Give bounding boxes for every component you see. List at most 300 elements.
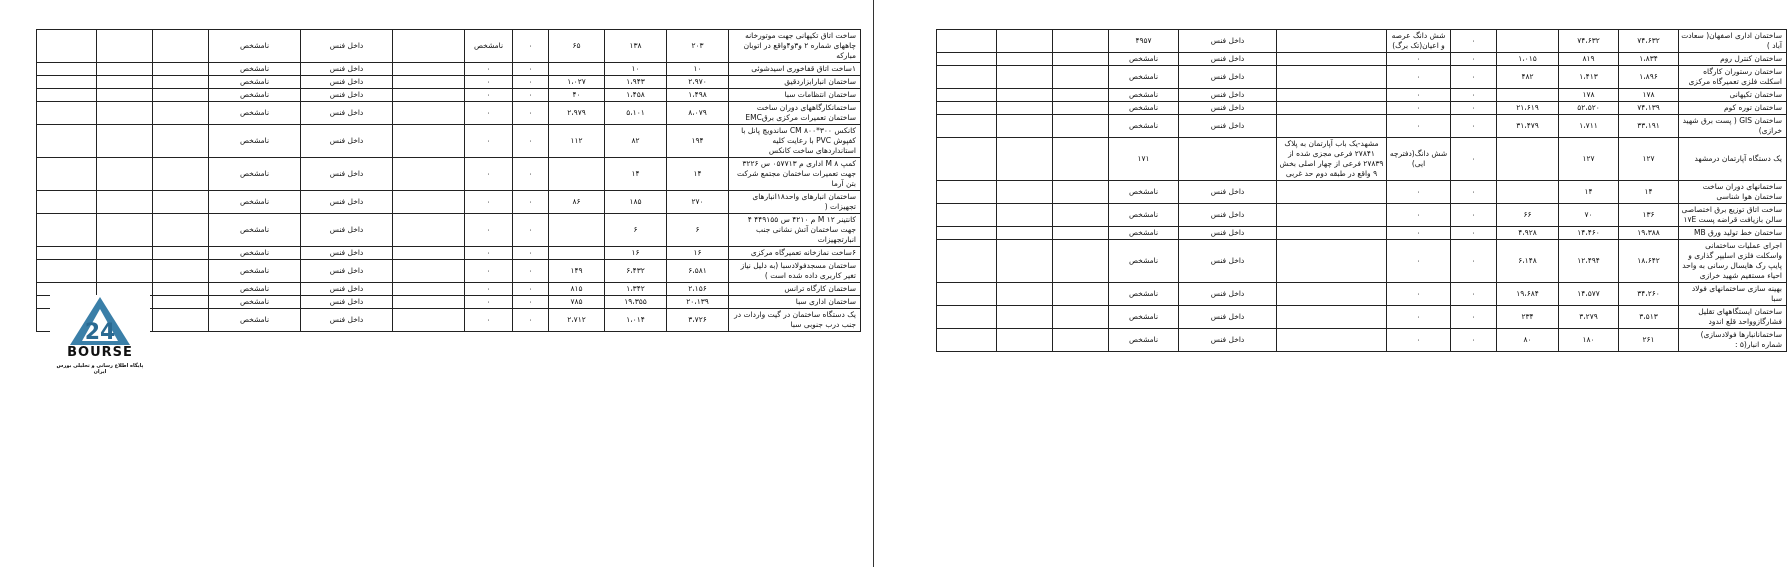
table-cell-c2: ۱۴،۴۶۰	[1559, 227, 1619, 240]
table-cell-c7: داخل فنس	[1179, 240, 1277, 283]
table-cell-empty	[153, 30, 209, 63]
table-cell-empty	[97, 125, 153, 158]
table-cell-empty	[1053, 329, 1109, 352]
table-cell-c8: نامشخص	[1109, 204, 1179, 227]
table-cell-c8: نامشخص	[209, 125, 301, 158]
table-cell-c6	[393, 247, 465, 260]
table-cell-desc: ساختمانانبارها فولادسازی) شماره انبار(۵ :	[1679, 329, 1787, 352]
table-cell-c7: داخل فنس	[1179, 227, 1277, 240]
table-row	[37, 63, 861, 76]
table-cell-c4: ۰	[513, 63, 549, 76]
table-cell-c7: داخل فنس	[301, 30, 393, 63]
table-cell-c4: ۰	[1451, 181, 1497, 204]
table-cell-desc: ۱ساخت اتاق قفاخوری اسیدشوئی	[729, 63, 861, 76]
table-cell-c8: نامشخص	[1109, 306, 1179, 329]
table-cell-c7: داخل فنس	[1179, 66, 1277, 89]
table-cell-c4: ۰	[1451, 30, 1497, 53]
table-cell-empty	[97, 63, 153, 76]
table-cell-c8: نامشخص	[1109, 115, 1179, 138]
table-cell-c5: ۰	[465, 260, 513, 283]
table-cell-c1: ۱۹،۳۸۸	[1619, 227, 1679, 240]
table-cell-empty	[153, 76, 209, 89]
table-cell-empty	[997, 306, 1053, 329]
table-cell-empty	[1053, 66, 1109, 89]
table-cell-desc: ساختمان انتظامات سبا	[729, 89, 861, 102]
table-row	[937, 181, 1787, 204]
table-cell-empty	[97, 102, 153, 125]
table-cell-c8: نامشخص	[1109, 102, 1179, 115]
table-cell-c6	[393, 63, 465, 76]
table-cell-c2: ۱،۷۱۱	[1559, 115, 1619, 138]
table-cell-c2: ۷۰	[1559, 204, 1619, 227]
table-cell-c8: نامشخص	[1109, 53, 1179, 66]
table-cell-c1: ۱۶	[667, 247, 729, 260]
table-row	[937, 30, 1787, 53]
table-cell-empty	[153, 102, 209, 125]
table-cell-c2: ۷۴،۶۳۲	[1559, 30, 1619, 53]
table-cell-c2: ۵،۱۰۱	[605, 102, 667, 125]
table-cell-c1: ۲۷۰	[667, 191, 729, 214]
table-cell-c5: ۰	[1387, 66, 1451, 89]
table-cell-empty	[997, 283, 1053, 306]
table-cell-empty	[37, 283, 97, 296]
table-cell-c8: نامشخص	[1109, 329, 1179, 352]
table-cell-c1: ۱۴	[667, 158, 729, 191]
table-cell-c1: ۱۲۷	[1619, 138, 1679, 181]
table-cell-c2: ۱۹،۳۵۵	[605, 296, 667, 309]
table-cell-c8: نامشخص	[209, 76, 301, 89]
table-cell-c6	[1277, 30, 1387, 53]
table-cell-c8: نامشخص	[1109, 66, 1179, 89]
table-row	[37, 30, 861, 63]
table-cell-c4: ۰	[513, 214, 549, 247]
table-cell-desc: ساختمان انبارهای واحد۱۸انبارهای تجهیزات (	[729, 191, 861, 214]
table-cell-c3: ۲۳۴	[1497, 306, 1559, 329]
table-row	[37, 76, 861, 89]
table-cell-empty	[37, 76, 97, 89]
table-cell-c2: ۱،۴۵۸	[605, 89, 667, 102]
table-cell-empty	[37, 125, 97, 158]
table-cell-c4: ۰	[1451, 283, 1497, 306]
table-cell-empty	[937, 102, 997, 115]
table-cell-c1: ۲،۱۵۶	[667, 283, 729, 296]
table-cell-c1: ۱۸،۶۴۲	[1619, 240, 1679, 283]
table-cell-c6	[393, 30, 465, 63]
table-cell-empty	[997, 138, 1053, 181]
table-cell-c5: ۰	[1387, 306, 1451, 329]
table-cell-c3	[549, 158, 605, 191]
table-cell-c2: ۱،۰۱۴	[605, 309, 667, 332]
table-cell-c1: ۶،۵۸۱	[667, 260, 729, 283]
table-cell-empty	[153, 260, 209, 283]
table-cell-c7: داخل فنس	[1179, 283, 1277, 306]
table-row	[37, 89, 861, 102]
table-cell-c7: داخل فنس	[301, 102, 393, 125]
table-cell-desc: یک دستگاه ساختمان در گیت واردات در جنب درب جنوبی سبا	[729, 309, 861, 332]
table-cell-c5: ۰	[1387, 53, 1451, 66]
table-cell-c7: داخل فنس	[301, 76, 393, 89]
table-cell-c1: ۱،۸۳۴	[1619, 53, 1679, 66]
table-cell-c3	[1497, 181, 1559, 204]
table-cell-c4: ۰	[513, 158, 549, 191]
table-cell-c7: داخل فنس	[301, 214, 393, 247]
table-cell-c3: ۶،۱۴۸	[1497, 240, 1559, 283]
table-cell-empty	[97, 158, 153, 191]
table-cell-c7	[1179, 138, 1277, 181]
table-cell-empty	[1053, 30, 1109, 53]
table-cell-c4: ۰	[1451, 102, 1497, 115]
table-cell-c8: نامشخص	[209, 63, 301, 76]
table-cell-c2: ۳،۲۷۹	[1559, 306, 1619, 329]
table-cell-empty	[997, 30, 1053, 53]
table-cell-desc: ساخت اتاق تکیهانی جهت موتورخانه چاههای شماره ۲ و۳و۴واقع در اتوبان مبارکه	[729, 30, 861, 63]
table-cell-desc: ساختمان اداری اصفهان( سعادت آباد )	[1679, 30, 1787, 53]
table-cell-c3: ۴۸۲	[1497, 66, 1559, 89]
table-cell-desc: کمپ M ۸ اداری م ۰۵۷۷۱۳ س ۳۲۲۶ جهت تعمیرات ساختمان مجتمع شرکت بتن آرما	[729, 158, 861, 191]
table-cell-empty	[1053, 306, 1109, 329]
table-cell-c1: ۲۶۱	[1619, 329, 1679, 352]
table-cell-empty	[97, 260, 153, 283]
table-cell-empty	[153, 283, 209, 296]
table-row	[37, 260, 861, 283]
table-cell-c1: ۷۴،۱۳۹	[1619, 102, 1679, 115]
table-cell-c3: ۶۶	[1497, 204, 1559, 227]
table-cell-c4: ۰	[513, 125, 549, 158]
table-cell-c8: نامشخص	[209, 158, 301, 191]
table-cell-c3: ۳۱،۴۷۹	[1497, 115, 1559, 138]
bourse-logo	[50, 295, 150, 380]
table-cell-empty	[153, 296, 209, 309]
table-cell-c3: ۴،۹۲۸	[1497, 227, 1559, 240]
table-cell-empty	[937, 240, 997, 283]
table-cell-c6	[393, 309, 465, 332]
table-cell-c3: ۲،۷۱۲	[549, 309, 605, 332]
table-cell-c6	[1277, 89, 1387, 102]
table-row	[937, 283, 1787, 306]
table-cell-c4: ۰	[1451, 53, 1497, 66]
table-cell-c3: ۱۱۲	[549, 125, 605, 158]
table-row	[37, 247, 861, 260]
table-cell-c7: داخل فنس	[301, 283, 393, 296]
table-cell-c7: داخل فنس	[301, 158, 393, 191]
table-cell-c6	[1277, 102, 1387, 115]
table-cell-empty	[37, 63, 97, 76]
table-cell-c4: ۰	[1451, 138, 1497, 181]
table-cell-desc: ساختمان خط تولید ورق MB	[1679, 227, 1787, 240]
table-row	[937, 89, 1787, 102]
table-cell-empty	[153, 191, 209, 214]
table-cell-empty	[1053, 138, 1109, 181]
table-cell-desc: ساختمان رستوران کارگاه اسکلت فلزی تعمیرگاه مرکزی	[1679, 66, 1787, 89]
table-cell-c5: شش دانگ(دفترچه ایی)	[1387, 138, 1451, 181]
table-cell-c3: ۱۴۹	[549, 260, 605, 283]
table-cell-c7: داخل فنس	[301, 260, 393, 283]
table-cell-c1: ۱۹۴	[667, 125, 729, 158]
table-row	[37, 283, 861, 296]
table-cell-empty	[997, 329, 1053, 352]
table-cell-c5: ۰	[1387, 329, 1451, 352]
table-cell-c8: نامشخص	[1109, 283, 1179, 306]
table-cell-c7: داخل فنس	[1179, 329, 1277, 352]
table-cell-desc: ۶ساخت نمازخانه تعمیرگاه مرکزی	[729, 247, 861, 260]
table-cell-c7: داخل فنس	[301, 89, 393, 102]
table-cell-empty	[153, 214, 209, 247]
table-cell-empty	[37, 30, 97, 63]
table-cell-c2: ۱۴	[1559, 181, 1619, 204]
left-page-table	[36, 29, 861, 332]
table-cell-c4: ۰	[1451, 66, 1497, 89]
table-cell-empty	[937, 115, 997, 138]
table-cell-c6	[393, 283, 465, 296]
table-cell-empty	[97, 89, 153, 102]
table-cell-empty	[937, 89, 997, 102]
table-cell-c2: ۱۷۸	[1559, 89, 1619, 102]
table-cell-c8: ۴۹۵۷	[1109, 30, 1179, 53]
table-cell-c4: ۰	[513, 102, 549, 125]
table-cell-empty	[153, 158, 209, 191]
table-row	[937, 240, 1787, 283]
table-cell-empty	[937, 181, 997, 204]
table-cell-c2: ۵۲،۵۲۰	[1559, 102, 1619, 115]
table-cell-empty	[37, 89, 97, 102]
table-cell-c5: ۰	[465, 76, 513, 89]
table-cell-c7: داخل فنس	[1179, 53, 1277, 66]
table-cell-c2: ۱۶	[605, 247, 667, 260]
table-cell-c8: نامشخص	[209, 309, 301, 332]
table-cell-c6	[393, 191, 465, 214]
table-cell-c3	[549, 214, 605, 247]
right-table-body	[937, 30, 1787, 352]
table-cell-desc: کانکس ۳۰۰*۸۰۰ CM ساندویچ پانل با کفپوش PVC با رعایت کلیه استانداردهای ساخت کانکس	[729, 125, 861, 158]
table-cell-empty	[937, 30, 997, 53]
table-cell-empty	[37, 158, 97, 191]
table-cell-c5: نامشخص	[465, 30, 513, 63]
table-cell-c1: ۱۴	[1619, 181, 1679, 204]
table-cell-desc: ساخت اتاق توزیع برق اختصاصی سالن بازیافت قراضه پست ۱۷E	[1679, 204, 1787, 227]
table-cell-c1: ۱۳۶	[1619, 204, 1679, 227]
table-cell-c5: ۰	[1387, 102, 1451, 115]
table-cell-desc: کانتینر M ۱۲ م ۴۲۱۰ س ۴۴۹۱۵۵ ۴ جهت ساختمان آتش نشانی جنب انبارتجهیزات	[729, 214, 861, 247]
table-cell-c4: ۰	[1451, 240, 1497, 283]
table-row	[37, 102, 861, 125]
table-cell-empty	[937, 283, 997, 306]
table-cell-c2: ۸۲	[605, 125, 667, 158]
table-cell-c3: ۲۱،۶۱۹	[1497, 102, 1559, 115]
table-cell-c5: ۰	[465, 63, 513, 76]
table-cell-c3	[1497, 138, 1559, 181]
table-cell-c8: نامشخص	[1109, 227, 1179, 240]
table-cell-c2: ۸۱۹	[1559, 53, 1619, 66]
table-row	[937, 138, 1787, 181]
table-cell-c4: ۰	[1451, 204, 1497, 227]
table-cell-c8: نامشخص	[209, 247, 301, 260]
table-cell-c3: ۷۸۵	[549, 296, 605, 309]
table-cell-c6	[1277, 66, 1387, 89]
table-cell-c2: ۶،۴۳۲	[605, 260, 667, 283]
table-cell-empty	[997, 115, 1053, 138]
table-cell-c5: ۰	[1387, 204, 1451, 227]
table-cell-c3	[549, 63, 605, 76]
table-cell-c5: ۰	[1387, 115, 1451, 138]
table-cell-c5: ۰	[1387, 227, 1451, 240]
table-cell-c1: ۱،۸۹۶	[1619, 66, 1679, 89]
table-cell-desc: ساختمان کارگاه ترانس	[729, 283, 861, 296]
table-cell-c5: ۰	[1387, 240, 1451, 283]
table-cell-c6	[1277, 181, 1387, 204]
logo-wordmark: BOURSE	[67, 345, 133, 360]
table-cell-desc: ساختمان تکیهانی	[1679, 89, 1787, 102]
table-cell-empty	[997, 204, 1053, 227]
table-cell-c2: ۱۲،۴۹۴	[1559, 240, 1619, 283]
table-cell-c5: ۰	[1387, 181, 1451, 204]
table-cell-c2: ۱۰	[605, 63, 667, 76]
table-cell-c5: ۰	[1387, 283, 1451, 306]
table-cell-c3	[549, 247, 605, 260]
table-cell-empty	[937, 204, 997, 227]
table-cell-c1: ۱،۴۹۸	[667, 89, 729, 102]
table-cell-empty	[1053, 115, 1109, 138]
table-row	[937, 329, 1787, 352]
table-cell-c8: نامشخص	[209, 296, 301, 309]
table-cell-empty	[153, 89, 209, 102]
table-cell-c3: ۸۰	[1497, 329, 1559, 352]
table-cell-c4: ۰	[513, 260, 549, 283]
table-cell-c4: ۰	[513, 89, 549, 102]
table-cell-c5: شش دانگ عرصه و اعیان(تک برگ)	[1387, 30, 1451, 53]
table-cell-c4: ۰	[513, 191, 549, 214]
table-cell-c8: ۱۷۱	[1109, 138, 1179, 181]
table-cell-empty	[997, 181, 1053, 204]
table-cell-empty	[37, 102, 97, 125]
table-cell-c6	[393, 89, 465, 102]
table-cell-c6	[1277, 115, 1387, 138]
table-cell-c3: ۶۵	[549, 30, 605, 63]
table-cell-c6	[393, 260, 465, 283]
table-cell-c2: ۱۸۵	[605, 191, 667, 214]
table-row	[37, 191, 861, 214]
right-page-table	[936, 29, 1787, 352]
table-cell-c4: ۰	[513, 296, 549, 309]
table-cell-empty	[1053, 204, 1109, 227]
table-cell-c7: داخل فنس	[1179, 181, 1277, 204]
table-cell-c6: مشهد-یک باب آپارتمان به پلاک ۲۷۸۴۱ فرعی مجزی شده از ۲۷۸۳۹ فرعی از چهار اصلی بخش ۹ واقع در طبقه دوم حد غربی	[1277, 138, 1387, 181]
table-cell-c7: داخل فنس	[1179, 204, 1277, 227]
table-row	[937, 306, 1787, 329]
table-cell-empty	[997, 102, 1053, 115]
table-cell-c5: ۰	[1387, 89, 1451, 102]
table-cell-c4: ۰	[1451, 329, 1497, 352]
table-cell-c2: ۱،۹۴۳	[605, 76, 667, 89]
table-cell-c3: ۱،۰۱۵	[1497, 53, 1559, 66]
table-cell-empty	[37, 214, 97, 247]
table-row	[37, 309, 861, 332]
table-row	[937, 204, 1787, 227]
table-cell-c1: ۲۰،۱۳۹	[667, 296, 729, 309]
table-row	[937, 115, 1787, 138]
table-cell-c4: ۰	[513, 76, 549, 89]
table-cell-c1: ۸،۰۷۹	[667, 102, 729, 125]
table-cell-c4: ۰	[1451, 306, 1497, 329]
table-cell-c1: ۱۷۸	[1619, 89, 1679, 102]
table-cell-c6	[1277, 227, 1387, 240]
table-cell-c1: ۷۴،۶۳۲	[1619, 30, 1679, 53]
table-cell-empty	[153, 247, 209, 260]
table-cell-c4: ۰	[513, 283, 549, 296]
table-cell-c6	[1277, 53, 1387, 66]
table-cell-c3: ۴۰	[549, 89, 605, 102]
table-cell-empty	[97, 30, 153, 63]
logo-subtitle: پایگاه اطلاع رسانی و تحلیلی بورس ایران	[56, 363, 144, 375]
table-cell-c6	[393, 214, 465, 247]
table-cell-empty	[97, 76, 153, 89]
table-cell-c1: ۲۰۳	[667, 30, 729, 63]
table-cell-empty	[997, 240, 1053, 283]
table-cell-c7: داخل فنس	[301, 247, 393, 260]
table-cell-empty	[97, 247, 153, 260]
table-cell-c8: نامشخص	[209, 214, 301, 247]
table-cell-empty	[937, 138, 997, 181]
table-cell-c7: داخل فنس	[1179, 115, 1277, 138]
table-cell-empty	[997, 89, 1053, 102]
table-cell-c2: ۱۳۸	[605, 30, 667, 63]
table-cell-c2: ۱۲۷	[1559, 138, 1619, 181]
table-cell-desc: ساختمانکارگاههای دوران ساخت ساختمان تعمیرات مرکزی برقEMC	[729, 102, 861, 125]
table-cell-c8: نامشخص	[1109, 240, 1179, 283]
table-cell-desc: یک دستگاه آپارتمان درمشهد	[1679, 138, 1787, 181]
table-cell-c5: ۰	[465, 102, 513, 125]
table-cell-c6	[1277, 283, 1387, 306]
table-cell-c8: نامشخص	[1109, 181, 1179, 204]
table-cell-c5: ۰	[465, 283, 513, 296]
table-cell-c1: ۶	[667, 214, 729, 247]
table-cell-c3	[1497, 30, 1559, 53]
table-cell-c8: نامشخص	[209, 30, 301, 63]
table-cell-c1: ۲،۹۷۰	[667, 76, 729, 89]
table-cell-c3: ۱۹،۶۸۴	[1497, 283, 1559, 306]
table-cell-c6	[393, 102, 465, 125]
table-cell-empty	[1053, 53, 1109, 66]
table-row	[937, 102, 1787, 115]
table-cell-desc: ساختمانهای دوران ساخت ساختمان هوا شناسی	[1679, 181, 1787, 204]
table-cell-empty	[1053, 283, 1109, 306]
left-table-body	[37, 30, 861, 332]
table-cell-empty	[97, 191, 153, 214]
table-cell-empty	[97, 283, 153, 296]
table-row	[37, 214, 861, 247]
table-cell-c2: ۱۸۰	[1559, 329, 1619, 352]
table-cell-empty	[1053, 102, 1109, 115]
table-cell-c7: داخل فنس	[1179, 306, 1277, 329]
table-row	[37, 296, 861, 309]
table-row	[37, 125, 861, 158]
page-divider	[873, 0, 874, 567]
table-cell-c3: ۲،۹۷۹	[549, 102, 605, 125]
table-cell-c5: ۰	[465, 214, 513, 247]
table-cell-empty	[997, 53, 1053, 66]
table-row	[937, 227, 1787, 240]
table-cell-c7: داخل فنس	[301, 296, 393, 309]
table-cell-c6	[1277, 306, 1387, 329]
table-cell-c7: داخل فنس	[1179, 30, 1277, 53]
table-cell-c2: ۱،۴۱۳	[1559, 66, 1619, 89]
table-cell-c1: ۳۳،۱۹۱	[1619, 115, 1679, 138]
table-cell-c5: ۰	[465, 158, 513, 191]
table-cell-c7: داخل فنس	[301, 191, 393, 214]
table-cell-empty	[153, 125, 209, 158]
table-cell-c1: ۳۴،۲۶۰	[1619, 283, 1679, 306]
table-cell-empty	[153, 63, 209, 76]
table-cell-desc: ساختمان GIS ( پست برق شهید خرازی)	[1679, 115, 1787, 138]
